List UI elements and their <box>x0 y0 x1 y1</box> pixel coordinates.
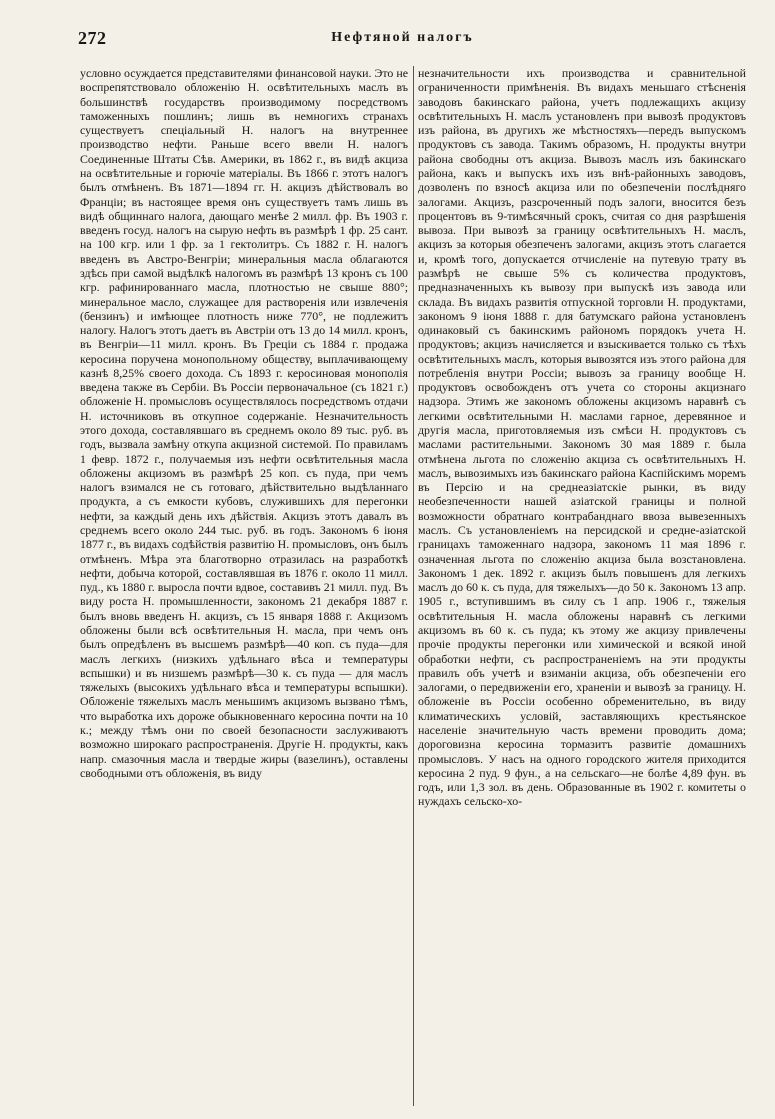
text-column-left: условно осуждается представителями финансовой науки. Это не воспрепятствовало обложенію Н. освѣтительныхъ маслъ въ большинствѣ государствъ производимому посредствомъ таможенныхъ пошлинъ; лишь въ немногихъ странахъ существуетъ спеціальный Н. налогъ на внутреннее производство нефти. Раньше всего ввели Н. налогъ Соединенные Штаты Сѣв. Америки, въ 1862 г., въ видѣ акциза на освѣтительные и горючіе матеріалы. Въ 1866 г. этотъ налогъ былъ отмѣненъ. Въ 1871—1894 гг. Н. акцизъ дѣйствовалъ во Франціи; въ настоящее время онъ существуетъ тамъ лишь въ видѣ общиннаго налога, дающаго менѣе 2 милл. фр. Въ 1903 г. введенъ госуд. налогъ на сырую нефть въ размѣрѣ 1 фр. 25 сант. на 100 кгр. или 1 фр. за 1 гектолитръ. Съ 1882 г. Н. налогъ введенъ въ Австро-Венгріи; минеральныя масла облагаются здѣсь при самой выдѣлкѣ налогомъ въ размѣрѣ 13 кронъ съ 100 кгр. рафинированнаго масла, плотностью не свыше 880°; минеральное масло, служащее для растворенія или извлеченія (бензинъ) и имѣющее плотность ниже 770°, не подлежитъ налогу. Налогъ этотъ даетъ въ Австріи отъ 13 до 14 милл. кронъ, въ Венгріи—11 милл. кронъ. Въ Греціи съ 1884 г. продажа керосина поручена монопольному обществу, выплачивающему казнѣ 8,25% своего дохода. Съ 1893 г. керосиновая монополія введена также въ Сербіи. Въ Россіи первоначальное (съ 1821 г.) обложеніе Н. промысловъ осуществлялось посредствомъ отдачи Н. источниковъ въ откупное содержаніе. Незначительность этого дохода, составлявшаго въ среднемъ около 89 тыс. руб. въ годъ, вызвала замѣну откупа акцизной системой. По правиламъ 1 февр. 1872 г., получаемыя изъ нефти освѣтительныя масла обложены акцизомъ въ размѣрѣ 25 коп. съ пуда, при чемъ налогъ взимался не съ готоваго, дѣйствительно выдѣланнаго продукта, а съ емкости кубовъ, служившихъ для перегонки нефти, за каждый день ихъ дѣйствія. Акцизъ этотъ давалъ въ среднемъ всего около 244 тыс. руб. въ годъ. Закономъ 6 іюня 1877 г., въ видахъ содѣйствія развитію Н. промысловъ, онъ былъ отмѣненъ. Мѣра эта благотворно отразилась на разработкѣ нефти, добыча которой, составлявшая въ 1876 г. около 11 милл. пуд., къ 1880 г. выросла почти вдвое, составивъ 21 милл. пуд. Въ виду роста Н. промышленности, закономъ 21 декабря 1887 г. былъ вновь введенъ Н. акцизъ, съ 15 января 1888 г. Акцизомъ обложены были всѣ освѣтительныя Н. масла, при чемъ онъ былъ опредѣленъ въ высшемъ размѣрѣ—40 коп. съ пуда—для маслъ легкихъ (низкихъ удѣльнаго вѣса и температуры вспышки) и въ низшемъ размѣрѣ—30 к. съ пуда — для маслъ тяжелыхъ (высокихъ удѣльнаго вѣса и температуры вспышки). Обложеніе тяжелыхъ маслъ меньшимъ акцизомъ вызвано тѣмъ, что выработка ихъ дороже обыкновеннаго керосина почти на 10 к.; между тѣмъ они по своей безопасности заслуживаютъ возможно широкаго распространенія. Другіе Н. продукты, какъ напр. смазочныя масла и твердые жиры (вазелинъ), оставлены свободными отъ обложенія, въ виду <box>80 66 408 780</box>
running-head: Нефтяной налогъ <box>331 30 474 45</box>
page-number: 272 <box>78 28 107 48</box>
column-divider <box>413 66 414 1106</box>
page-header <box>78 28 727 50</box>
text-column-right: незначительности ихъ производства и сравнительной ограниченности примѣненія. Въ видахъ меньшаго стѣсненія заводовъ бакинскаго района, учетъ подлежащихъ акцизу освѣтительныхъ Н. маслъ установленъ при вывозѣ продуктовъ изъ района, въ другихъ же мѣстностяхъ—передъ выпускомъ продуктовъ съ завода. Такимъ образомъ, Н. продукты внутри района свободны отъ акциза. Вывозъ маслъ изъ бакинскаго района, какъ и выпускъ ихъ изъ внѣ-районныхъ заводовъ, дозволенъ по взносѣ акциза или по обезпеченіи послѣдняго залогами. Акцизъ, разсроченный подъ залоги, вносится безъ процентовъ въ 9-тимѣсячный срокъ, считая со дня разрѣшенія вывоза. При вывозѣ за границу освѣтительныхъ Н. маслъ, акцизъ за которыя обезпеченъ залогами, акцизъ этотъ слагается и, кромѣ того, допускается отчисленіе на путевую трату въ размѣрѣ не свыше 5% съ количества продуктовъ, предназначенныхъ къ вывозу при выпускѣ изъ завода или склада. Въ видахъ развитія отпускной торговли Н. продуктами, закономъ 9 іюня 1888 г. для батумскаго района установленъ одинаковый съ бакинскимъ райономъ порядокъ учета Н. продуктовъ; акцизъ начисляется и взыскивается только съ тѣхъ освѣтительныхъ маслъ, которыя вывозятся изъ этого района для потребленія внутри Россіи; вывозъ за границу вообще Н. продуктовъ освобожденъ отъ учета со стороны акцизнаго надзора. Этимъ же закономъ обложены акцизомъ наравнѣ съ легкими освѣтительными Н. маслами гарное, деревянное и другія масла, приготовляемыя изъ смѣси Н. продуктовъ съ маслами растительными. Закономъ 30 мая 1889 г. была отмѣнена льгота по сложенію акциза съ освѣтительныхъ Н. маслъ, вывозимыхъ изъ бакинскаго района Каспійскимъ моремъ въ Персію и на среднеазіатскіе рынки, въ виду необезпеченности нашей азіатской границы и полной возможности обратнаго контрабанднаго ввоза вывезенныхъ маслъ. Съ установленіемъ на персидской и средне-азіатской границахъ таможеннаго надзора, закономъ 11 мая 1896 г. означенная льгота по сложенію акциза была возстановлена. Закономъ 1 дек. 1892 г. акцизъ былъ повышенъ для легкихъ маслъ до 60 к. съ пуда, для тяжелыхъ—до 50 к. Закономъ 13 апр. 1905 г., вступившимъ въ силу съ 1 апр. 1906 г., тяжелыя освѣтительныя Н. масла обложены наравнѣ съ легкими акцизомъ въ 60 к. съ пуда; къ этому же акцизу привлечены прочіе продукты перегонки или химической и всякой иной обработки нефти, съ распространеніемъ на эти продукты правилъ объ учетѣ и взиманіи акциза, объ обезпеченіи его залогами, о передвиженіи его, храненіи и вывозѣ за границу. Н. обложеніе въ Россіи особенно обременительно, въ виду климатическихъ условій, заставляющихъ крестьянское населеніе значительную часть времени проводить дома; дороговизна керосина тормазитъ развитіе домашнихъ промысловъ. У насъ на одного городского жителя приходится керосина 2 пуд. 9 фун., а на сельскаго—не болѣе 4,89 фун. въ годъ, или 1,3 зол. въ день. Образованные въ 1902 г. комитеты о нуждахъ сельско-хо- <box>418 66 746 809</box>
